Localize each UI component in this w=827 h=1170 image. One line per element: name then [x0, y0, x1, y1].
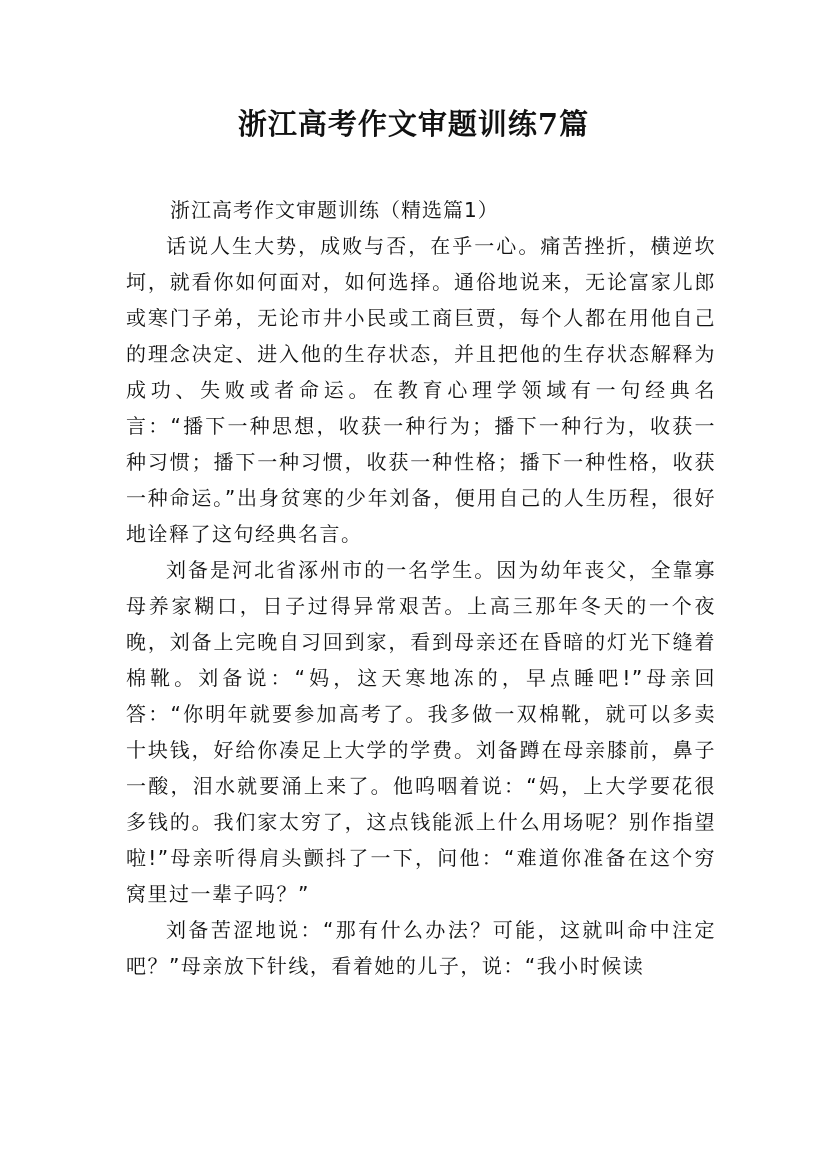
- document-body: [126, 192, 716, 984]
- section-heading: 浙江高考作文审题训练（精选篇1）: [170, 198, 499, 222]
- body-paragraph: 刘备苦涩地说：“那有什么办法？可能，这就叫命中注定吧？”母亲放下针线，看着她的儿子，说：“我小时候读: [126, 918, 716, 978]
- body-paragraph: 话说人生大势，成败与否，在乎一心。痛苦挫折，横逆坎坷，就看你如何面对，如何选择。通俗地说来，无论富家儿郎或寒门子弟，无论市井小民或工商巨贾，每个人都在用他自己的理念决定、进入他的生存状态，并且把他的生存状态解释为成功、失败或者命运。在教育心理学领域有一句经典名言：“播下一种思想，收获一种行为；播下一种行为，收获一种习惯；播下一种习惯，收获一种性格；播下一种性格，收获一种命运。”出身贫寒的少年刘备，便用自己的人生历程，很好地诠释了这句经典名言。: [126, 234, 716, 546]
- document-title: 浙江高考作文审题训练7篇: [237, 107, 590, 141]
- body-paragraph: 刘备是河北省涿州市的一名学生。因为幼年丧父，全靠寡母养家糊口，日子过得异常艰苦。上高三那年冬天的一个夜晚，刘备上完晚自习回到家，看到母亲还在昏暗的灯光下缝着棉靴。刘备说：“妈，这天寒地冻的，早点睡吧!”母亲回答：“你明年就要参加高考了。我多做一双棉靴，就可以多卖十块钱，好给你凑足上大学的学费。刘备蹲在母亲膝前，鼻子一酸，泪水就要涌上来了。他呜咽着说：“妈，上大学要花很多钱的。我们家太穷了，这点钱能派上什么用场呢？别作指望啦!”母亲听得肩头颤抖了一下，问他：“难道你准备在这个穷窝里过一辈子吗？”: [126, 558, 716, 906]
